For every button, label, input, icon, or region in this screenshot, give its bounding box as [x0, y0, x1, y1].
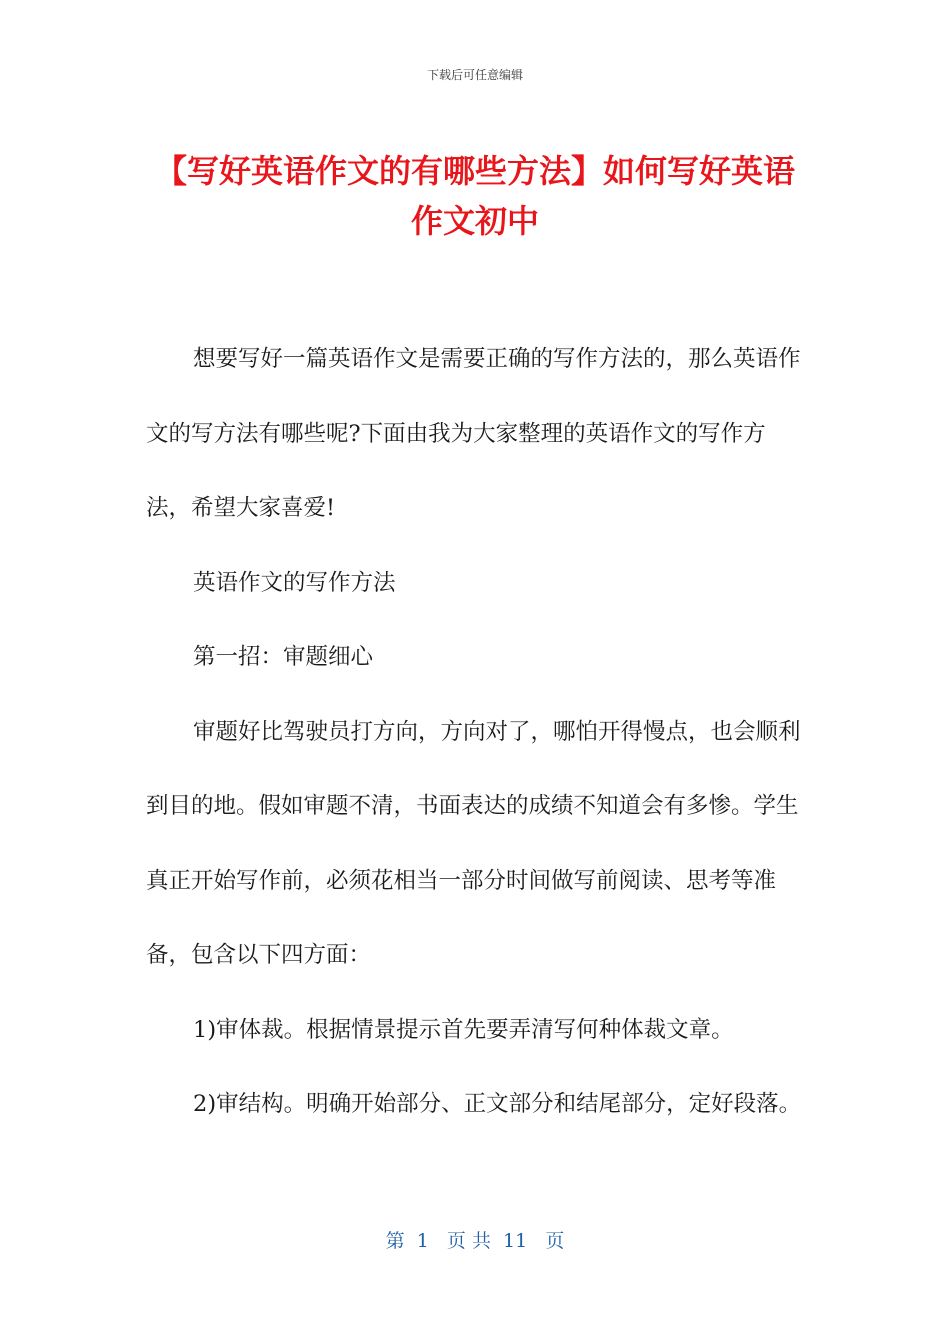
paragraph-section-heading: 英语作文的写作方法 — [193, 569, 396, 596]
paragraph-tip-heading: 第一招：审题细心 — [193, 644, 374, 670]
paragraph-list-item-1: 1)审体裁。根据情景提示首先要弄清写何种体裁文章。 — [193, 1016, 734, 1043]
paragraph-intro: 想要写好一篇英语作文是需要正确的写作方法的，那么英语作文的写方法有哪些呢?下面由我为大家整理的英语作文的写作方法，希望大家喜爱! — [146, 346, 801, 521]
paragraph-tip-body: 审题好比驾驶员打方向，方向对了，哪怕开得慢点，也会顺利到目的地。假如审题不清，书面表达的成绩不知道会有多惨。学生真正开始写作前，必须花相当一部分时间做写前阅读、思考等准备，包含以下四方面： — [146, 718, 801, 968]
header-note: 下载后可任意编辑 — [426, 68, 523, 82]
document-title: 【写好英语作文的有哪些方法】如何写好英语作文初中 — [154, 152, 795, 240]
page-number-footer: 第 1 页 共 11 页 — [385, 1230, 565, 1252]
document-body — [146, 322, 810, 1142]
paragraph-list-item-2: 2)审结构。明确开始部分、正文部分和结尾部分，定好段落。 — [193, 1091, 802, 1117]
